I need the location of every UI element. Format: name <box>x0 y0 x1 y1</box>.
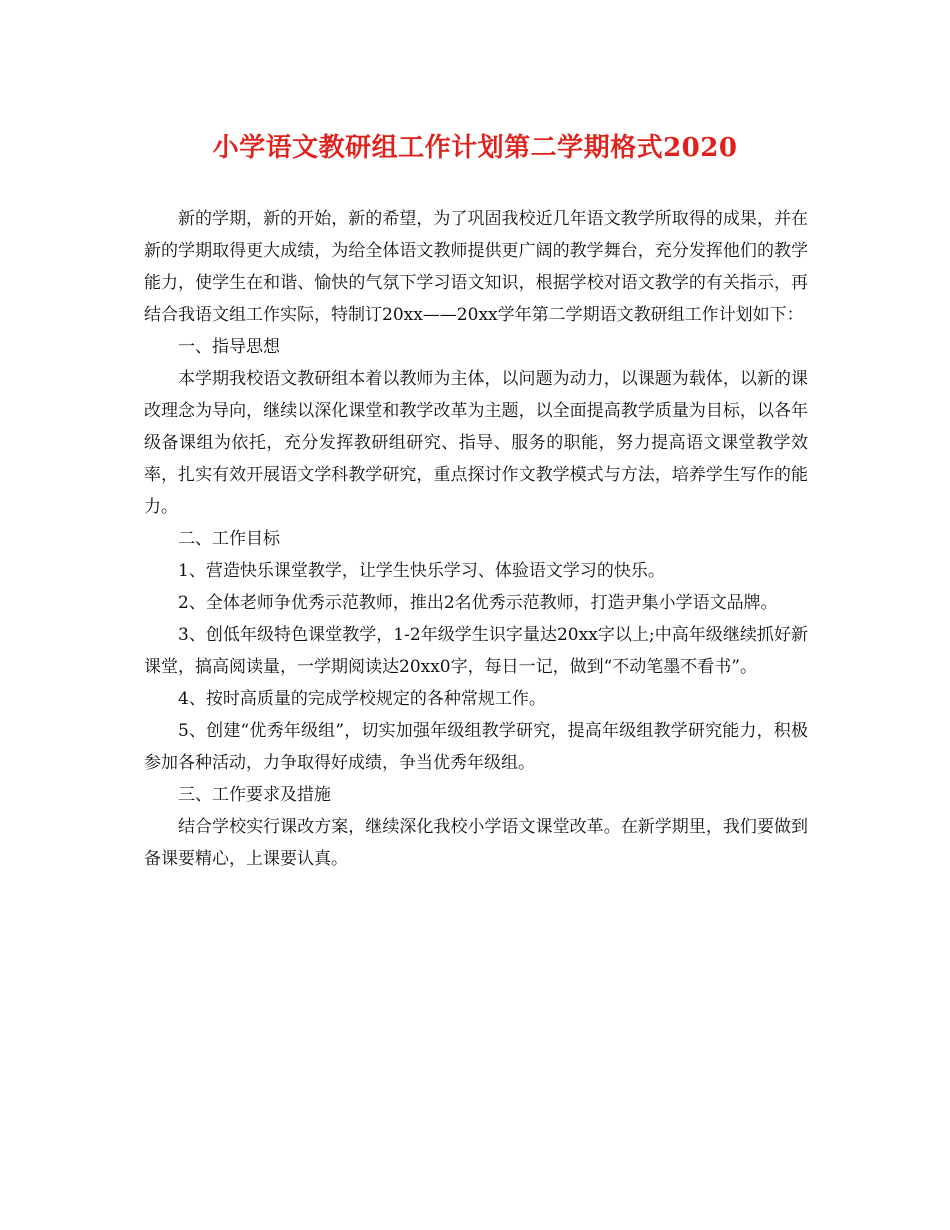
paragraph-requirements: 结合学校实行课改方案，继续深化我校小学语文课堂改革。在新学期里，我们要做到备课要精心，上课要认真。 <box>144 817 808 869</box>
section-heading-requirements: 三、工作要求及措施 <box>178 785 331 805</box>
goal-item-4: 4、按时高质量的完成学校规定的各种常规工作。 <box>178 689 546 709</box>
goal-item-5: 5、创建“优秀年级组”，切实加强年级组教学研究，提高年级组教学研究能力，积极参加各种活动，力争取得好成绩，争当优秀年级组。 <box>144 721 808 773</box>
paragraph-intro: 新的学期，新的开始，新的希望，为了巩固我校近几年语文教学所取得的成果，并在新的学期取得更大成绩，为给全体语文教师提供更广阔的教学舞台，充分发挥他们的教学能力，使学生在和谐、愉快的气氛下学习语文知识，根据学校对语文教学的有关指示，再结合我语文组工作实际，特制订20xx——20xx学年第二学期语文教研组工作计划如下： <box>144 209 808 325</box>
document-body <box>144 203 808 875</box>
section-heading-work-goals: 二、工作目标 <box>178 529 280 549</box>
section-heading-guiding-thought: 一、指导思想 <box>178 337 280 357</box>
paragraph-guiding-thought: 本学期我校语文教研组本着以教师为主体，以问题为动力，以课题为载体，以新的课改理念为导向，继续以深化课堂和教学改革为主题，以全面提高教学质量为目标，以各年级备课组为依托，充分发挥教研组研究、指导、服务的职能，努力提高语文课堂教学效率，扎实有效开展语文学科教学研究，重点探讨作文教学模式与方法，培养学生写作的能力。 <box>144 369 808 517</box>
goal-item-3: 3、创低年级特色课堂教学，1-2年级学生识字量达20xx字以上;中高年级继续抓好新课堂，搞高阅读量，一学期阅读达20xx0字，每日一记，做到“不动笔墨不看书”。 <box>144 625 808 677</box>
goal-item-2: 2、全体老师争优秀示范教师，推出2名优秀示范教师，打造尹集小学语文品牌。 <box>178 593 778 613</box>
document-title: 小学语文教研组工作计划第二学期格式2020 <box>212 133 738 163</box>
goal-item-1: 1、营造快乐课堂教学，让学生快乐学习、体验语文学习的快乐。 <box>178 561 665 581</box>
